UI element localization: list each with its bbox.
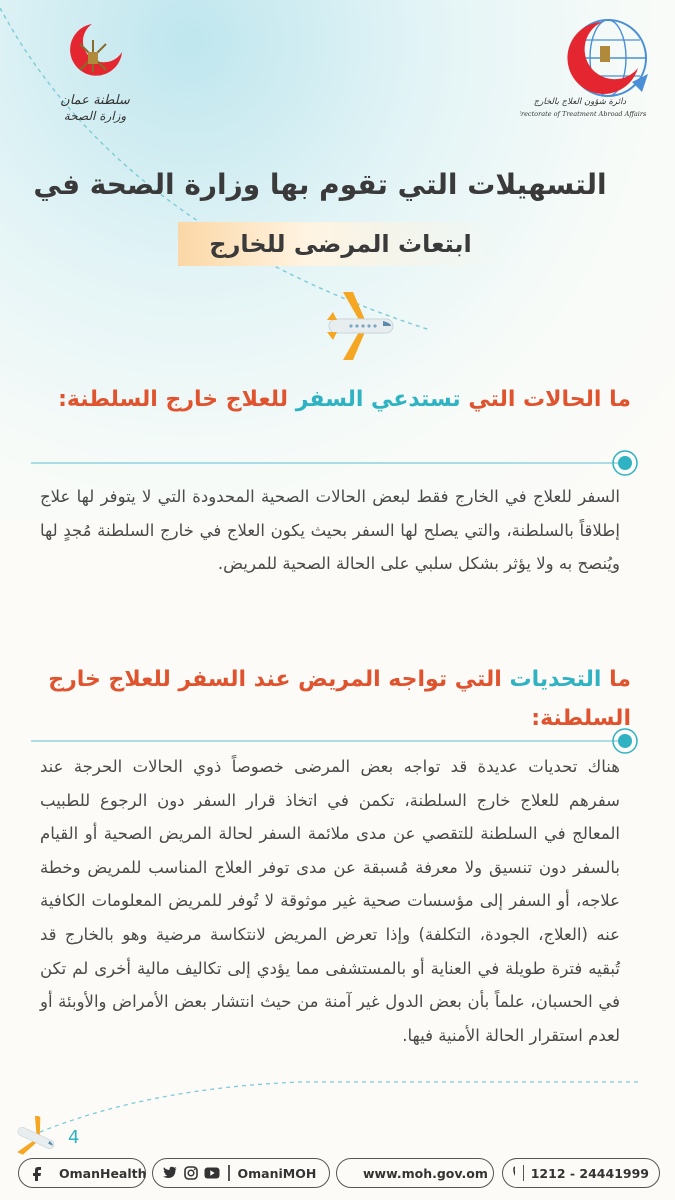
- page-title: التسهيلات التي تقوم بها وزارة الصحة في: [33, 168, 607, 201]
- section1-heading-text-end: للعلاج خارج السلطنة:: [58, 387, 296, 412]
- youtube-icon: [204, 1167, 220, 1179]
- ministry-of-health-logo: [40, 12, 150, 124]
- section2-heading-highlight: التحديات: [509, 667, 602, 692]
- facebook-icon: [29, 1165, 43, 1181]
- section1-heading: [41, 380, 631, 419]
- instagram-icon: [184, 1166, 198, 1180]
- globe-crescent-icon: [520, 8, 670, 120]
- svg-text:وزارة الصحة: وزارة الصحة: [63, 109, 127, 123]
- phone-link[interactable]: [502, 1158, 660, 1188]
- treatment-abroad-logo: [520, 8, 670, 120]
- page-number: 4: [68, 1127, 80, 1148]
- crescent-emblem-icon: [40, 12, 150, 124]
- twitter-icon: [163, 1166, 178, 1180]
- section1-heading-highlight: تستدعي السفر: [295, 387, 461, 412]
- section1-divider: [31, 448, 643, 478]
- website-link[interactable]: [336, 1158, 494, 1188]
- page-subtitle: ابتعاث المرضى للخارج: [178, 222, 503, 266]
- section2-heading-text: ما: [601, 667, 631, 692]
- social-links[interactable]: [152, 1158, 330, 1188]
- section1-heading-text: ما الحالات التي: [460, 387, 631, 412]
- section1-body: السفر للعلاج في الخارج فقط لبعض الحالات الصحية المحدودة التي لا يتوفر لها علاج إطلاقاً بالسلطنة، والتي يصلح لها السفر بحيث يكون العلاج في خارج السلطنة مُجدٍ لها ويُنصح به ولا يؤثر بشكل سلبي على الحالة الصحية للمريض.: [40, 487, 620, 574]
- svg-text:سلطنة عمان: سلطنة عمان: [60, 93, 130, 108]
- facebook-label: OmanHealth: [59, 1165, 147, 1181]
- footer: [0, 1158, 675, 1192]
- section2-heading-text-end: التي تواجه المريض عند السفر للعلاج خارج السلطنة:: [48, 667, 631, 731]
- phone-label: 1212 - 24441999: [530, 1165, 649, 1181]
- section2-body: هناك تحديات عديدة قد تواجه بعض المرضى خصوصاً ذوي الحالات الحرجة عند سفرهم للعلاج خارج السلطنة، تكمن في اتخاذ قرار السفر دون الرجوع للطبيب المعالج في السلطنة للتقصي عن مدى ملائمة السفر لحالة المريض الصحية أو القيام بالسفر دون تنسيق ولا معرفة مُسبقة عن مدى توفر العلاج المناسب للمريض وخطة علاجه، أو السفر إلى مؤسسات صحية غير موثوقة لا تُوفر للمريض المعلومات الكافية عنه (العلاج، الجودة، التكلفة) وإذا تعرض المريض لانتكاسة مرضية وهو بالخارج قد تُبقيه فترة طويلة في العناية أو بالمستشفى مما يؤدي إلى تكاليف مالية أخرى لم تكن في الحسبان، علماً بأن بعض الدول غير آمنة من حيث انتشار بعض الأمراض والأوبئة أو لعدم استقرار الحالة الأمنية فيها.: [40, 757, 620, 1045]
- airplane-small-icon: [14, 1116, 58, 1160]
- social-label: OmaniMOH: [237, 1165, 317, 1181]
- svg-text:دائرة شؤون العلاج بالخارج: دائرة شؤون العلاج بالخارج: [533, 97, 627, 107]
- svg-text:Directorate of Treatment Abroa: Directorate of Treatment Abroad Affairs: [520, 110, 647, 118]
- phone-icon: [513, 1166, 515, 1181]
- facebook-link[interactable]: [18, 1158, 146, 1188]
- website-label: www.moh.gov.om: [363, 1165, 488, 1181]
- airplane-icon: [325, 290, 397, 362]
